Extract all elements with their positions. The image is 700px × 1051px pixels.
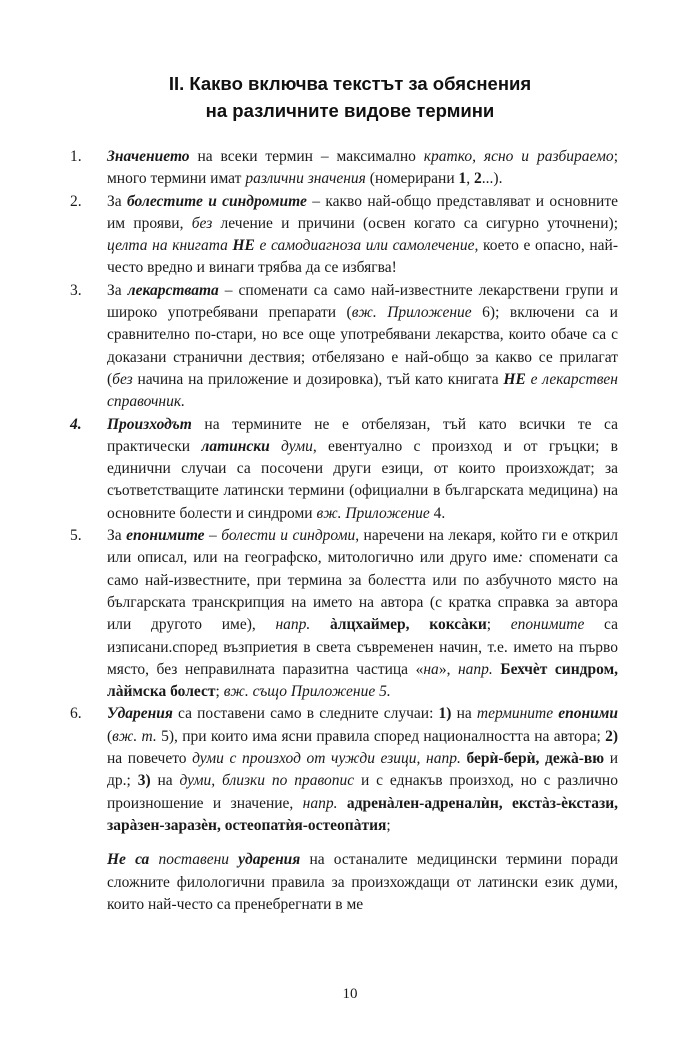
text-run: напр.	[275, 616, 311, 634]
text-run: кратко, ясно и разбираемо	[423, 148, 614, 165]
text-run: ;	[486, 616, 511, 634]
section-title-line-2: на различните видове термини	[205, 100, 495, 121]
text-run: е самодиагноза или самолечение,	[254, 237, 479, 255]
text-run: на повечето	[107, 750, 193, 768]
text-run: –	[204, 527, 222, 545]
text-run: 3)	[137, 772, 151, 790]
page-number: 10	[342, 986, 358, 1002]
list-item-number: 6.	[70, 705, 82, 723]
text-run: 5), при които има ясни правила според националността на автора;	[156, 727, 606, 745]
list-item-text	[107, 191, 618, 280]
text-run: Значението	[107, 148, 190, 165]
text-run: споменати са само най-известните, при термина за болестта или по азбучното място на българската транскрипция на името на автора (с кратка справка за автора или другото име),	[107, 549, 619, 634]
text-run: (	[107, 727, 113, 745]
list-item	[70, 703, 618, 837]
list-item-text	[107, 414, 618, 525]
list-item	[70, 191, 618, 280]
list-item-number: 3.	[70, 281, 82, 299]
list-item	[70, 525, 618, 703]
text-run: без	[191, 214, 213, 232]
text-run: на всеки термин – максимално	[189, 148, 424, 165]
list-item-text	[107, 146, 618, 191]
text-run: Ударения	[107, 705, 173, 723]
text-run: болестите и синдромите	[127, 192, 307, 210]
text-run: НЕ	[232, 237, 255, 255]
text-run: на термините не е отбелязан, тъй като всички те са практически	[107, 415, 618, 455]
text-run: ;	[215, 683, 224, 701]
text-run: думи	[269, 437, 313, 455]
page-body	[70, 146, 618, 916]
list-item-number: 5.	[70, 527, 82, 545]
text-run: латински	[201, 437, 270, 455]
text-run: 6); включени са и сравнително по-стари, но все още употребявани лекарства, които обаче са с доказани странични дествия; отбелязано е най-общо за какво се прилагат (	[107, 304, 618, 388]
text-run: без	[112, 370, 133, 388]
text-run: адренàлен-адреналѝн, екстàз-ѐкстази, зарàзен-заразѐн, остеопатѝя-остеопàтия	[107, 794, 618, 834]
numbered-list	[70, 146, 618, 837]
text-run: е лекарствен справочник.	[107, 370, 618, 411]
text-run: 4.	[429, 504, 446, 522]
text-run: , наречени на лекаря, който ги е открил или описал, или на географско, митологично или друго име	[107, 527, 618, 567]
text-run: За	[107, 527, 127, 545]
section-title-line-1: II. Какво включва текстът за обяснения	[168, 73, 532, 94]
text-run: което е опасно, най-често вредно и винаги трябва да се избягва!	[107, 237, 618, 277]
text-run	[310, 616, 330, 633]
text-run: Бехчѐт синдром, лàймска болест	[107, 660, 619, 701]
list-item	[70, 280, 618, 414]
text-run: берѝ-берѝ, дежà-вю	[466, 750, 605, 768]
text-run: ; много термини имат	[107, 148, 618, 188]
text-run: 2)	[605, 727, 619, 745]
text-run: болести и синдроми	[221, 527, 356, 545]
text-run: »,	[438, 660, 458, 678]
text-run: ударения	[238, 851, 301, 869]
text-run: Не са	[107, 851, 150, 869]
text-run: (номерирани	[365, 170, 459, 188]
text-run: ...).	[481, 170, 503, 188]
text-run: вж. също Приложение 5.	[223, 683, 391, 701]
text-run: думи с произход от чужди езици, напр.	[192, 750, 461, 768]
text-run	[338, 795, 347, 812]
text-run: 1	[458, 170, 467, 188]
note-paragraph	[107, 849, 618, 916]
section-title	[0, 70, 700, 124]
text-run: и с еднакъв произход, но с различно произношение и значение,	[107, 772, 618, 812]
text-run: целта на книгата	[107, 237, 233, 255]
text-run: различни значения	[245, 170, 366, 188]
text-run: епонимите	[510, 616, 585, 634]
list-item-number: 1.	[70, 148, 82, 165]
list-item-text	[107, 525, 618, 703]
text-run: на останалите медицински термини поради сложните филологични правила за произхождащи от латински език думи, които най-често са пренебрегнати в ме	[107, 851, 619, 913]
text-run: – споменати са само най-известните лекарствени групи и широко употребявани препарати (	[107, 281, 618, 322]
text-run: вж. Приложение	[316, 504, 430, 522]
list-item-number: 2.	[70, 192, 82, 210]
text-run: 1)	[438, 705, 452, 723]
text-run: на	[451, 705, 477, 723]
text-run: думи, близки по правопис	[179, 772, 355, 790]
text-run: лекарствата	[127, 281, 219, 299]
text-run: напр.	[457, 660, 493, 678]
list-item-text	[107, 280, 618, 414]
text-run: лечение и причини (освен когато са сигурно уточнени);	[212, 214, 618, 232]
text-run: напр.	[302, 794, 338, 812]
list-item	[70, 146, 618, 191]
text-run: термините	[476, 705, 559, 723]
text-run: ;	[386, 816, 391, 834]
text-run: вж. Приложение	[351, 304, 472, 322]
text-run: НЕ	[503, 370, 526, 388]
text-run: начина на приложение и дозировка), тъй като книгата	[132, 370, 504, 388]
text-run: са поставени само в следните случаи:	[172, 705, 439, 723]
list-item	[70, 414, 618, 525]
text-run: на	[150, 772, 180, 790]
text-run: на	[423, 660, 439, 678]
text-run: àлцхаймер, коксàки	[330, 616, 487, 634]
text-run: епонимите	[126, 527, 205, 545]
text-run: вж. т.	[112, 727, 157, 745]
text-run: Произходът	[107, 415, 192, 433]
text-run: , евентуално с произход и от гръцки; в единични случаи са посочени други езици, от които произхождат; за съответстващите латински термини (официални в българската медицина) на основните болести и синдроми	[107, 437, 618, 522]
text-run: ,	[466, 170, 475, 188]
text-run: 2	[474, 170, 482, 188]
text-run: епоними	[558, 705, 618, 723]
list-item-text	[107, 703, 618, 837]
text-run: За	[107, 192, 128, 210]
text-run: :	[517, 549, 524, 567]
text-run: и др.;	[107, 750, 619, 790]
text-run: – какво най-общо представляват и основните им прояви,	[107, 192, 618, 232]
text-run: поставени	[149, 851, 239, 869]
text-run: са изписани.според възприетия в света съвременен начин, т.е. името на първо място, без неправилната паразитна частица «	[107, 616, 618, 678]
list-item-number: 4.	[70, 415, 82, 433]
text-run: За	[107, 281, 128, 299]
